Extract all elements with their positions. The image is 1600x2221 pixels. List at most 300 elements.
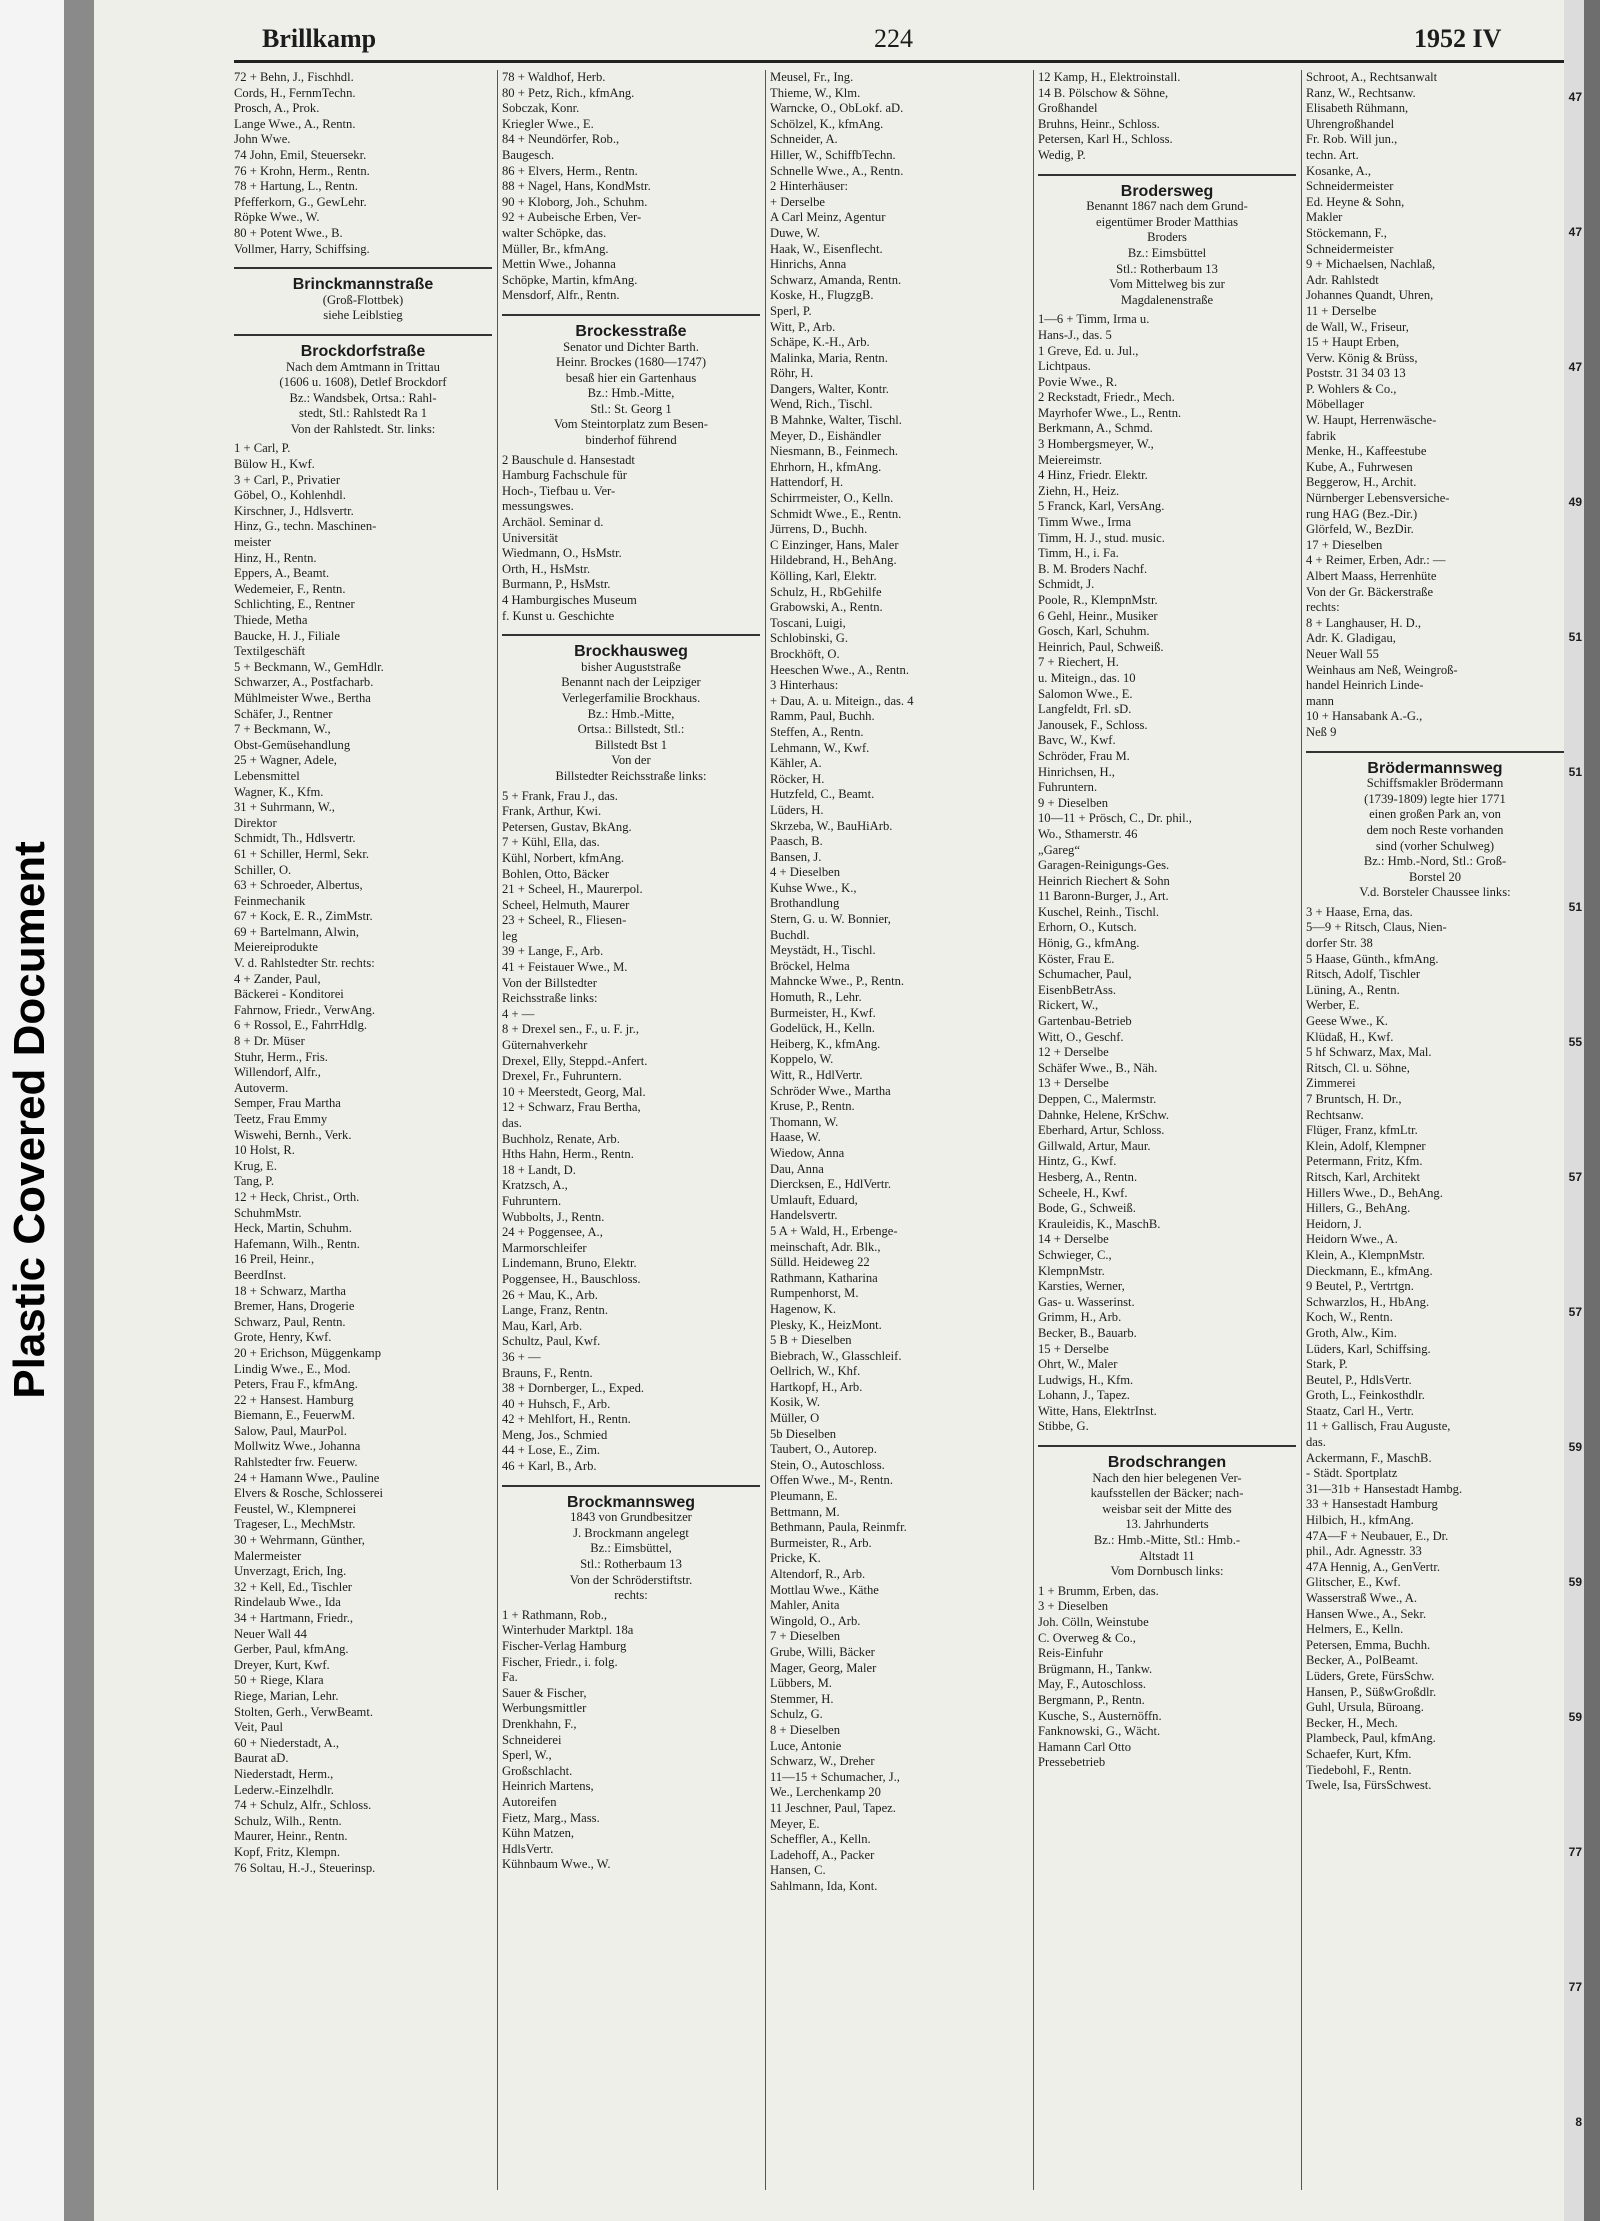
directory-entry: Garagen-Reinigungs-Ges. <box>1038 858 1170 873</box>
directory-entry: Hinz, H., Rentn. <box>234 550 317 565</box>
directory-entry: Berkmann, A., Schmd. <box>1038 421 1153 436</box>
directory-entry: Hattendorf, H. <box>770 475 844 490</box>
directory-entry: Hönig, G., kfmAng. <box>1038 936 1140 951</box>
directory-entry: Sobczak, Konr. <box>502 101 580 116</box>
directory-entry: Tiedebohl, F., Rentn. <box>1306 1762 1412 1777</box>
directory-entry: Schnelle Wwe., A., Rentn. <box>770 163 904 178</box>
directory-entry: 17 + Dieselben <box>1306 537 1383 552</box>
directory-entry: Müller, O <box>770 1411 820 1426</box>
directory-entry: Poole, R., KlempnMstr. <box>1038 593 1158 607</box>
directory-entry: 69 + Bartelmann, Alwin, <box>234 924 359 939</box>
directory-entry: Schwarz, Amanda, Rentn. <box>770 272 902 287</box>
directory-entry: 13 + Derselbe <box>1038 1076 1109 1091</box>
directory-entry: Koch, W., Rentn. <box>1306 1310 1393 1325</box>
directory-entry: Schiller, O. <box>234 862 292 877</box>
directory-entry: Schirrmeister, O., Kelln. <box>770 491 894 506</box>
street-note: eigentümer Broder Matthias <box>1096 214 1238 229</box>
street-section <box>502 1485 760 1604</box>
directory-entry: Fischer-Verlag Hamburg <box>502 1639 627 1653</box>
adjacent-page-number: 47 <box>1568 360 1582 374</box>
directory-entry: 8 + Langhauser, H. D., <box>1306 615 1422 630</box>
directory-entry: Meusel, Fr., Ing. <box>770 70 854 84</box>
directory-entry: Paasch, B. <box>770 834 823 849</box>
street-name-heading: Brinckmannstraße <box>292 276 434 294</box>
directory-column-2 <box>502 70 760 2190</box>
street-note: weisbar seit der Mitte des <box>1102 1501 1232 1516</box>
directory-entry: Neuer Wall 55 <box>1306 646 1379 661</box>
directory-entry: Meng, Jos., Schmied <box>502 1427 608 1442</box>
directory-entry: Lindig Wwe., E., Mod. <box>234 1361 351 1376</box>
directory-entry: 5 + Frank, Frau J., das. <box>502 788 618 803</box>
directory-entry: Haase, W. <box>770 1130 821 1145</box>
directory-entry: Bettmann, M. <box>770 1504 840 1519</box>
directory-entry: Schöpke, Martin, kfmAng. <box>502 272 638 287</box>
directory-entry: Mahler, Anita <box>770 1598 840 1613</box>
directory-entry: Neuer Wall 44 <box>234 1626 307 1641</box>
directory-entry: Scheffler, A., Kelln. <box>770 1832 871 1847</box>
directory-entry: Stöckemann, F., <box>1306 225 1387 240</box>
directory-entry: Grube, Willi, Bäcker <box>770 1644 875 1659</box>
directory-entry: Kühn Matzen, <box>502 1826 575 1841</box>
directory-entry: techn. Art. <box>1306 147 1359 162</box>
street-section <box>502 634 760 784</box>
directory-entry: messungswes. <box>502 499 574 514</box>
directory-entry: Pfefferkorn, G., GewLehr. <box>234 194 367 209</box>
directory-entry: B Mahnke, Walter, Tischl. <box>770 413 902 428</box>
directory-entry: Röhr, H. <box>770 366 814 381</box>
adjacent-page-number: 47 <box>1568 90 1582 104</box>
directory-entry: Timm, H., i. Fa. <box>1038 546 1119 561</box>
directory-entry: Mühlmeister Wwe., Bertha <box>234 690 371 705</box>
directory-entry: Heinrich Riechert & Sohn <box>1038 873 1170 888</box>
directory-entry: We., Lerchenkamp 20 <box>770 1785 881 1800</box>
directory-entry: 11 Baronn-Burger, J., Art. <box>1038 889 1169 904</box>
directory-entry: 38 + Dornberger, L., Exped. <box>502 1381 645 1396</box>
directory-entry: 9 Beutel, P., Vertrtgn. <box>1306 1279 1414 1294</box>
street-name-heading: Brockdorfstraße <box>300 342 426 360</box>
directory-entry: Stolten, Gerh., VerwBeamt. <box>234 1704 373 1719</box>
directory-entry: Witt, O., Geschf. <box>1038 1029 1124 1044</box>
directory-entry: Schwarzlos, H., HbAng. <box>1306 1294 1430 1309</box>
directory-entry: Toscani, Luigi, <box>770 615 846 630</box>
directory-entry: Bülow H., Kwf. <box>234 457 315 472</box>
directory-entry: Stein, O., Autoschloss. <box>770 1457 885 1472</box>
directory-entry: Lübbers, M. <box>770 1676 832 1691</box>
directory-entry: Schumacher, Paul, <box>1038 967 1132 982</box>
directory-entry: 11 + Gallisch, Frau Auguste, <box>1306 1419 1451 1434</box>
directory-entry: Biemann, E., FeuerwM. <box>234 1408 356 1423</box>
directory-entry: Witte, Hans, ElektrInst. <box>1038 1403 1157 1418</box>
directory-entry: Witt, R., HdlVertr. <box>770 1068 863 1082</box>
directory-columns <box>234 70 1564 2190</box>
directory-entry: 50 + Riege, Klara <box>234 1673 324 1688</box>
directory-entry: Homuth, R., Lehr. <box>770 990 862 1005</box>
directory-entry: Menke, H., Kaffeestube <box>1306 444 1427 459</box>
adjacent-page-number: 59 <box>1568 1575 1582 1589</box>
directory-entry: 16 Preil, Heinr., <box>234 1252 315 1267</box>
directory-entry: Bremer, Hans, Drogerie <box>234 1299 355 1314</box>
directory-entry: Schlobinski, G. <box>770 631 849 646</box>
directory-entry: Lichtpaus. <box>1038 359 1091 374</box>
directory-entry: Wedemeier, F., Rentn. <box>234 581 346 596</box>
street-note: Bz.: Hmb.-Mitte, Stl.: Hmb.- <box>1093 1533 1241 1548</box>
directory-entry: das. <box>1306 1435 1326 1450</box>
street-note: siehe Leiblstieg <box>323 308 403 323</box>
directory-entry: dorfer Str. 38 <box>1306 936 1373 951</box>
directory-entry: 6 Gehl, Heinr., Musiker <box>1038 608 1158 623</box>
directory-entry: 4 + — <box>502 1006 535 1021</box>
directory-entry: 12 + Heck, Christ., Orth. <box>234 1189 360 1204</box>
directory-entry: Timm, H. J., stud. music. <box>1038 530 1165 545</box>
adjacent-page-number: 49 <box>1568 495 1582 509</box>
directory-entry: Gillwald, Artur, Maur. <box>1038 1138 1151 1153</box>
directory-entry: Fietz, Marg., Mass. <box>502 1810 600 1825</box>
directory-entry: Umlauft, Eduard, <box>770 1192 858 1207</box>
directory-entry: Burmeister, H., Kwf. <box>770 1005 876 1020</box>
street-note: 13. Jahrhunderts <box>1125 1517 1209 1532</box>
directory-entry: Autoverm. <box>234 1080 289 1095</box>
directory-entry: Wiswehi, Bernh., Verk. <box>234 1127 352 1142</box>
directory-entry: 36 + — <box>502 1349 541 1364</box>
directory-entry: Textilgeschäft <box>234 644 306 659</box>
directory-entry: Klein, A., KlempnMstr. <box>1306 1247 1425 1262</box>
directory-entry: Kölling, Karl, Elektr. <box>770 569 877 583</box>
directory-entry: Gas- u. Wasserinst. <box>1038 1294 1135 1309</box>
adjacent-page-number: 55 <box>1568 1035 1582 1049</box>
directory-entry: 8 + Dr. Müser <box>234 1034 305 1049</box>
directory-entry: Thomann, W. <box>770 1114 839 1129</box>
street-section <box>1038 1445 1296 1580</box>
directory-entry: 40 + Huhsch, F., Arb. <box>502 1396 611 1411</box>
directory-entry: u. Miteign., das. 10 <box>1038 670 1136 685</box>
directory-entry: 31 + Suhrmann, W., <box>234 800 335 815</box>
directory-entry: 12 + Schwarz, Frau Bertha, <box>502 1100 641 1115</box>
street-note: Senator und Dichter Barth. <box>563 339 699 354</box>
street-name-heading: Brockmannsweg <box>566 1493 696 1511</box>
street-note: Ortsa.: Billstedt, Stl.: <box>577 722 685 737</box>
directory-entry: 2 Bauschule d. Hansestadt <box>502 452 635 467</box>
street-name-heading: Brodersweg <box>1120 182 1214 200</box>
directory-entry: Hamann Carl Otto <box>1038 1739 1132 1754</box>
directory-entry: Helmers, E., Kelln. <box>1306 1622 1404 1637</box>
directory-entry: Ehrhorn, H., kfmAng. <box>770 459 882 474</box>
directory-entry: Hafemann, Wilh., Rentn. <box>234 1236 360 1251</box>
directory-entry: Nürnberger Lebensversiche- <box>1306 491 1450 506</box>
directory-entry: Fuhruntern. <box>502 1193 562 1208</box>
directory-entry: Sperl, P. <box>770 303 812 318</box>
directory-entry: Malinka, Maria, Rentn. <box>770 350 888 365</box>
directory-column-3 <box>770 70 1028 2190</box>
directory-entry: 12 Kamp, H., Elektroinstall. <box>1038 70 1181 84</box>
directory-entry: 4 Hinz, Friedr. Elektr. <box>1038 468 1148 483</box>
cover-label: Plastic Covered Document <box>5 841 54 1399</box>
directory-entry: Pricke, K. <box>770 1551 821 1566</box>
directory-entry: Scheel, Helmuth, Maurer <box>502 897 630 912</box>
directory-entry: 3 Hinterhaus: <box>770 678 839 693</box>
street-note: Vom Mittelweg bis zur <box>1109 277 1225 292</box>
directory-entry: 74 John, Emil, Steuersekr. <box>234 147 367 162</box>
directory-entry: 61 + Schiller, Herml, Sekr. <box>234 846 369 861</box>
directory-entry: Albert Maass, Herrenhüte <box>1306 569 1437 583</box>
adjacent-page-number: 51 <box>1568 630 1582 644</box>
directory-entry: Von der Gr. Bäckerstraße <box>1306 584 1434 599</box>
directory-entry: Salomon Wwe., E. <box>1038 686 1133 701</box>
street-note: bisher Auguststraße <box>581 659 681 674</box>
directory-entry: Poggensee, H., Bauschloss. <box>502 1271 641 1286</box>
directory-entry: Grimm, H., Arb. <box>1038 1310 1122 1325</box>
adjacent-page-number: 77 <box>1568 1845 1582 1859</box>
directory-entry: Gerber, Paul, kfmAng. <box>234 1642 349 1657</box>
directory-entry: Schneidermeister <box>1306 179 1394 194</box>
directory-entry: Lederw.-Einzelhdlr. <box>234 1782 334 1797</box>
directory-entry: 31—31b + Hansestadt Hambg. <box>1306 1481 1463 1496</box>
directory-entry: Heck, Martin, Schuhm. <box>234 1221 352 1236</box>
directory-entry: 8 + Dieselben <box>770 1722 841 1737</box>
directory-entry: rung HAG (Bez.-Dir.) <box>1306 506 1418 521</box>
directory-entry: Glitscher, E., Kwf. <box>1306 1575 1401 1590</box>
directory-entry: Dreyer, Kurt, Kwf. <box>234 1657 330 1672</box>
directory-entry: Janousek, F., Schloss. <box>1038 717 1148 732</box>
directory-entry: Dau, Anna <box>770 1161 824 1176</box>
directory-entry: Elvers & Rosche, Schlosserei <box>234 1486 383 1501</box>
directory-entry: Schäpe, K.-H., Arb. <box>770 335 870 350</box>
directory-entry: Mau, Karl, Arb. <box>502 1318 583 1333</box>
street-note: rechts: <box>614 1588 648 1603</box>
directory-entry: 86 + Elvers, Herm., Rentn. <box>502 163 638 178</box>
directory-entry: Oellrich, W., Khf. <box>770 1364 861 1379</box>
directory-entry: SchuhmMstr. <box>234 1205 302 1220</box>
directory-entry: Geese Wwe., K. <box>1306 1014 1388 1029</box>
directory-entry: Tang, P. <box>234 1174 275 1189</box>
directory-entry: Schwarzer, A., Postfacharb. <box>234 675 374 690</box>
directory-entry: 74 + Schulz, Alfr., Schloss. <box>234 1798 372 1813</box>
directory-entry: Schneider, A. <box>770 132 838 147</box>
directory-entry: Thiede, Metha <box>234 613 308 627</box>
directory-entry: Brockhöft, O. <box>770 646 840 661</box>
directory-entry: Hansen Wwe., A., Sekr. <box>1306 1606 1427 1621</box>
directory-entry: Wedig, P. <box>1038 147 1086 162</box>
directory-entry: handel Heinrich Linde- <box>1306 678 1424 693</box>
street-note: J. Brockmann angelegt <box>573 1525 689 1540</box>
street-note: Stl.: Rotherbaum 13 <box>1116 261 1218 276</box>
directory-entry: Hillers Wwe., D., BehAng. <box>1306 1185 1443 1200</box>
directory-page <box>94 0 1584 2221</box>
directory-entry: 78 + Hartung, L., Rentn. <box>234 179 358 194</box>
directory-entry: Hansen, C. <box>770 1863 826 1878</box>
directory-entry: Schröder, Frau M. <box>1038 748 1130 763</box>
directory-entry: 7 + Dieselben <box>770 1629 841 1644</box>
directory-entry: Rahlstedter frw. Feuerw. <box>234 1455 358 1470</box>
directory-entry: Universität <box>502 530 558 545</box>
directory-entry: Poststr. 31 34 03 13 <box>1306 366 1406 381</box>
street-note: 1843 von Grundbesitzer <box>570 1510 692 1525</box>
directory-entry: Schäfer Wwe., B., Näh. <box>1038 1060 1158 1075</box>
directory-entry: Teetz, Frau Emmy <box>234 1112 328 1126</box>
directory-entry: Wo., Sthamerstr. 46 <box>1038 826 1138 841</box>
adjacent-page-number: 51 <box>1568 765 1582 779</box>
directory-entry: Wubbolts, J., Rentn. <box>502 1209 605 1224</box>
directory-entry: 22 + Hansest. Hamburg <box>234 1392 354 1407</box>
directory-entry: Schmidt Wwe., E., Rentn. <box>770 506 902 521</box>
directory-entry: Autoreifen <box>502 1794 557 1809</box>
directory-entry: Groth, L., Feinkosthdlr. <box>1306 1388 1425 1403</box>
directory-entry: Rumpenhorst, M. <box>770 1286 859 1301</box>
street-note: Nach den hier belegenen Ver- <box>1092 1470 1242 1485</box>
directory-entry: Koske, H., FlugzgB. <box>770 288 874 303</box>
street-section <box>234 334 492 438</box>
directory-entry: Ackermann, F., MaschB. <box>1306 1450 1432 1465</box>
directory-entry: 88 + Nagel, Hans, KondMstr. <box>502 179 651 194</box>
directory-entry: f. Kunst u. Geschichte <box>502 608 615 623</box>
directory-entry: 60 + Niederstadt, A., <box>234 1735 340 1750</box>
directory-entry: das. <box>502 1116 522 1130</box>
directory-entry: Heiberg, K., kfmAng. <box>770 1036 881 1051</box>
directory-entry: Meyer, E. <box>770 1816 820 1831</box>
adjacent-page-number: 57 <box>1568 1170 1582 1184</box>
directory-entry: Meyer, D., Eishändler <box>770 428 882 443</box>
street-note: Nach dem Amtmann in Trittau <box>286 359 440 374</box>
directory-entry: C. Overweg & Co., <box>1038 1630 1136 1645</box>
directory-entry: Petersen, Emma, Buchh. <box>1306 1637 1431 1652</box>
directory-entry: Lüning, A., Rentn. <box>1306 982 1400 997</box>
directory-entry: Thieme, W., Klm. <box>770 85 861 100</box>
directory-entry: Schroot, A., Rechtsanwalt <box>1306 70 1438 84</box>
directory-entry: Mayrhofer Wwe., L., Rentn. <box>1038 405 1182 420</box>
directory-entry: Kühnbaum Wwe., W. <box>502 1857 611 1872</box>
adjacent-page-number: 47 <box>1568 225 1582 239</box>
directory-entry: 20 + Erichson, Müggenkamp <box>234 1345 382 1360</box>
directory-entry: 5 A + Wald, H., Erbenge- <box>770 1223 898 1238</box>
directory-entry: 76 + Krohn, Herm., Rentn. <box>234 163 370 178</box>
street-note: V.d. Borsteler Chaussee links: <box>1359 885 1511 900</box>
directory-entry: Salow, Paul, MaurPol. <box>234 1423 347 1438</box>
directory-entry: Müller, Br., kfmAng. <box>502 241 609 256</box>
directory-entry: Ladehoff, A., Packer <box>770 1847 875 1862</box>
directory-entry: 2 Reckstadt, Friedr., Mech. <box>1038 390 1175 405</box>
directory-entry: Heidorn, J. <box>1306 1216 1362 1231</box>
directory-entry: Baugesch. <box>502 147 555 162</box>
directory-entry: Uhrengroßhandel <box>1306 116 1395 131</box>
directory-entry: Heinrich, Paul, Schweiß. <box>1038 639 1164 654</box>
street-note: Benannt 1867 nach dem Grund- <box>1086 199 1248 214</box>
directory-entry: Heidorn Wwe., A. <box>1306 1232 1398 1247</box>
directory-entry: 24 + Hamann Wwe., Pauline <box>234 1470 380 1485</box>
directory-entry: May, F., Autoschloss. <box>1038 1677 1147 1692</box>
directory-entry: Skrzeba, W., BauHiArb. <box>770 818 893 833</box>
directory-entry: 80 + Petz, Rich., kfmAng. <box>502 85 635 100</box>
directory-entry: 4 Hamburgisches Museum <box>502 593 637 607</box>
directory-entry: 21 + Scheel, H., Maurerpol. <box>502 882 643 897</box>
directory-entry: Brothandlung <box>770 896 840 911</box>
directory-entry: Bethmann, Paula, Reinmfr. <box>770 1520 907 1535</box>
directory-entry: Fanknowski, G., Wächt. <box>1038 1724 1161 1739</box>
directory-entry: 92 + Aubeische Erben, Ver- <box>502 210 642 225</box>
directory-entry: Kopf, Fritz, Klempn. <box>234 1844 340 1859</box>
directory-entry: Kosanke, A., <box>1306 163 1372 178</box>
directory-entry: Schlichting, E., Rentner <box>234 597 355 612</box>
directory-entry: Kühl, Norbert, kfmAng. <box>502 850 625 865</box>
directory-entry: Grote, Henry, Kwf. <box>234 1330 332 1345</box>
directory-entry: 76 Soltau, H.-J., Steuerinsp. <box>234 1860 376 1875</box>
directory-entry: Rindelaub Wwe., Ida <box>234 1595 341 1610</box>
street-note: Stl.: St. Georg 1 <box>590 401 672 416</box>
street-note: Bz.: Hmb.-Nord, Stl.: Groß- <box>1363 854 1507 869</box>
directory-entry: W. Haupt, Herrenwäsche- <box>1306 413 1437 428</box>
directory-entry: „Gareg“ <box>1038 842 1080 857</box>
directory-entry: 10—11 + Prösch, C., Dr. phil., <box>1038 811 1192 826</box>
directory-entry: Becker, B., Bauarb. <box>1038 1325 1137 1340</box>
directory-entry: Feinmechanik <box>234 893 306 908</box>
street-note: stedt, Stl.: Rahlstedt Ra 1 <box>298 406 428 421</box>
directory-entry: Feustel, W., Klempnerei <box>234 1501 357 1516</box>
directory-entry: Rickert, W., <box>1038 998 1099 1013</box>
directory-entry: Burmann, P., HsMstr. <box>502 577 611 592</box>
directory-entry: Verw. König & Brüss, <box>1306 350 1418 365</box>
street-note: besaß hier ein Gartenhaus <box>565 370 697 385</box>
directory-entry: 34 + Hartmann, Friedr., <box>234 1611 354 1625</box>
directory-entry: 15 + Haupt Erben, <box>1306 335 1400 350</box>
directory-entry: Drexel, Fr., Fuhruntern. <box>502 1069 622 1084</box>
street-note: Vom Dornbusch links: <box>1110 1564 1224 1579</box>
directory-entry: Reis-Einfuhr <box>1038 1646 1104 1661</box>
directory-entry: Göbel, O., Kohlenhdl. <box>234 488 346 503</box>
directory-entry: Ranz, W., Rechtsanw. <box>1306 85 1416 100</box>
directory-entry: A Carl Meinz, Agentur <box>770 210 886 225</box>
directory-entry: Niederstadt, Herm., <box>234 1766 334 1781</box>
directory-entry: Schultz, Paul, Kwf. <box>502 1334 601 1349</box>
street-note: Verlegerfamilie Brockhaus. <box>561 690 701 705</box>
directory-entry: 4 + Dieselben <box>770 865 841 880</box>
directory-entry: Niesmann, B., Feinmech. <box>770 444 899 459</box>
street-note: sind (vorher Schulweg) <box>1375 838 1495 853</box>
directory-entry: Hesberg, A., Rentn. <box>1038 1169 1138 1184</box>
directory-entry: 15 + Derselbe <box>1038 1341 1109 1356</box>
directory-entry: Ludwigs, H., Kfm. <box>1038 1372 1134 1387</box>
page-content <box>234 18 1564 2198</box>
directory-entry: Plambeck, Paul, kfmAng. <box>1306 1731 1436 1746</box>
directory-entry: meinschaft, Adr. Blk., <box>770 1239 881 1254</box>
directory-column-5 <box>1306 70 1564 2190</box>
directory-entry: 18 + Schwarz, Martha <box>234 1283 347 1298</box>
directory-entry: + Derselbe <box>770 194 826 209</box>
directory-entry: Kruse, P., Rentn. <box>770 1099 855 1114</box>
directory-entry: Glörfeld, W., BezDir. <box>1306 522 1414 537</box>
street-note: Von der Rahlstedt. Str. links: <box>290 421 436 436</box>
directory-entry: Cords, H., FernmTechn. <box>234 85 356 100</box>
directory-entry: Zimmerei <box>1306 1076 1356 1091</box>
directory-entry: Werbungsmittler <box>502 1701 587 1716</box>
directory-entry: Petermann, Fritz, Kfm. <box>1306 1154 1423 1169</box>
directory-entry: Taubert, O., Autorep. <box>770 1442 877 1457</box>
directory-entry: de Wall, W., Friseur, <box>1306 319 1409 334</box>
directory-entry: Lebensmittel <box>234 768 300 783</box>
directory-entry: 7 Bruntsch, H. Dr., <box>1306 1092 1402 1106</box>
directory-entry: 72 + Behn, J., Fischhdl. <box>234 70 354 84</box>
street-note: Billstedter Reichsstraße links: <box>555 768 707 783</box>
page-number: 224 <box>874 24 913 53</box>
directory-entry: Ohrt, W., Maler <box>1038 1357 1118 1372</box>
directory-entry: 47A Hennig, A., GenVertr. <box>1306 1559 1440 1574</box>
directory-entry: Krug, E. <box>234 1158 278 1173</box>
directory-entry: Plesky, K., HeizMont. <box>770 1317 882 1332</box>
street-section <box>1306 751 1564 901</box>
street-note: Borstel 20 <box>1408 869 1462 884</box>
directory-entry: Werber, E. <box>1306 998 1360 1013</box>
directory-entry: Lohann, J., Tapez. <box>1038 1388 1130 1403</box>
directory-entry: 80 + Potent Wwe., B. <box>234 225 343 240</box>
street-note: Bz.: Eimsbüttel <box>1127 245 1207 260</box>
directory-entry: 26 + Mau, K., Arb. <box>502 1287 598 1302</box>
